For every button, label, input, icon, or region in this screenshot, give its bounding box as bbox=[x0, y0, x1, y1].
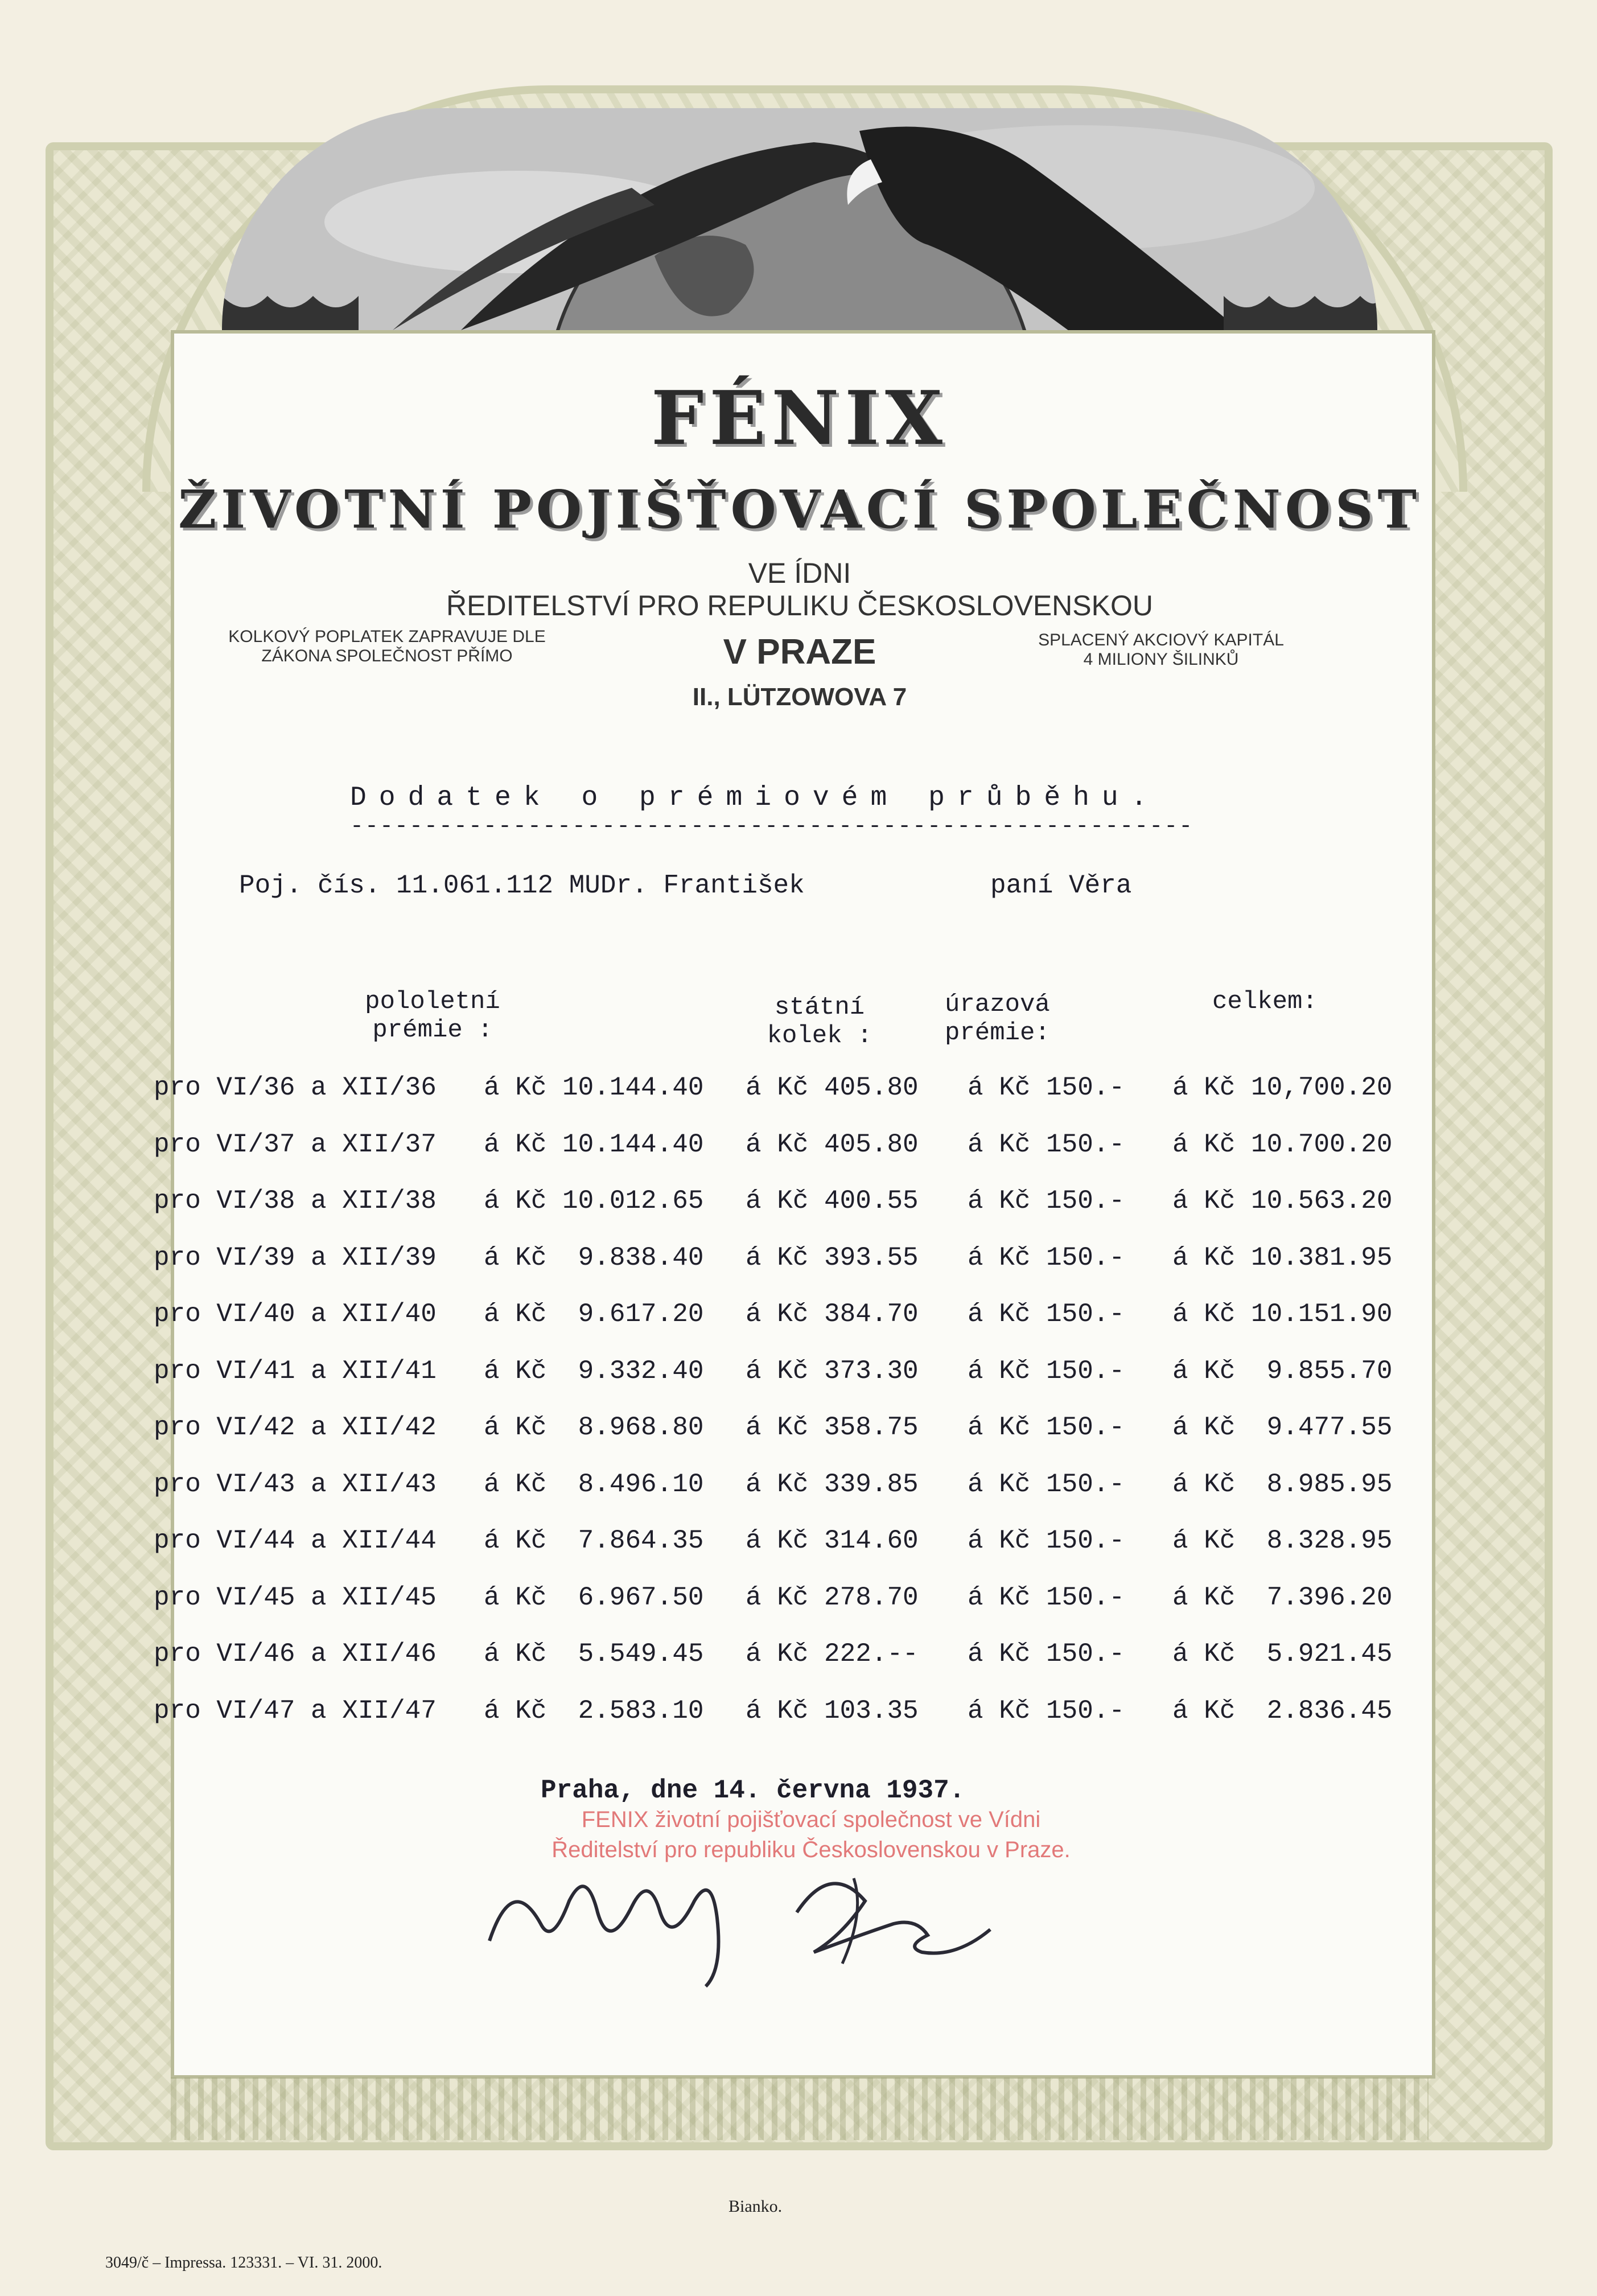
stamp-duty-note-line1: KOLKOVÝ POPLATEK ZAPRAVUJE DLE bbox=[228, 627, 546, 646]
share-capital-line1: SPLACENÝ AKCIOVÝ KAPITÁL bbox=[1038, 631, 1284, 649]
cell-accident: á Kč 150.- bbox=[968, 1356, 1125, 1386]
cell-premium: á Kč 9.332.40 bbox=[484, 1356, 704, 1386]
cell-accident: á Kč 150.- bbox=[968, 1696, 1125, 1726]
footer-bianko: Bianko. bbox=[728, 2197, 783, 2216]
company-stamp-line1: FENIX životní pojišťovací společnost ve Vídni bbox=[581, 1807, 1041, 1832]
footer-print-code: 3049/č – Impressa. 123331. – VI. 31. 2000. bbox=[105, 2254, 382, 2272]
cell-stamp: á Kč 278.70 bbox=[746, 1583, 919, 1612]
cell-stamp: á Kč 405.80 bbox=[746, 1073, 919, 1102]
title-underline: --------------------------------------------------------- bbox=[350, 814, 1194, 840]
cell-stamp: á Kč 373.30 bbox=[746, 1356, 919, 1386]
policy-holder-2: paní Věra bbox=[990, 871, 1132, 900]
company-stamp-line2: Ředitelství pro republiku Československou v Praze. bbox=[551, 1837, 1071, 1862]
cell-total: á Kč 8.328.95 bbox=[1172, 1526, 1393, 1556]
cell-premium: á Kč 6.967.50 bbox=[484, 1583, 704, 1612]
cell-total: á Kč 2.836.45 bbox=[1172, 1696, 1393, 1726]
cell-total: á Kč 5.921.45 bbox=[1172, 1639, 1393, 1669]
city: V PRAZE bbox=[723, 632, 876, 672]
column-header-accident bbox=[945, 990, 1116, 1047]
cell-premium: á Kč 8.496.10 bbox=[484, 1470, 704, 1499]
document-title: Dodatek o prémiovém průběhu. bbox=[350, 783, 1160, 813]
cell-period: pro VI/36 a XII/36 bbox=[154, 1073, 437, 1102]
cell-premium: á Kč 8.968.80 bbox=[484, 1413, 704, 1442]
cell-premium: á Kč 9.617.20 bbox=[484, 1299, 704, 1329]
cell-period: pro VI/45 a XII/45 bbox=[154, 1583, 437, 1612]
cell-period: pro VI/46 a XII/46 bbox=[154, 1639, 437, 1669]
cell-premium: á Kč 2.583.10 bbox=[484, 1696, 704, 1726]
stamp-duty-note bbox=[211, 627, 563, 666]
cell-total: á Kč 10.151.90 bbox=[1172, 1299, 1393, 1329]
cell-stamp: á Kč 384.70 bbox=[746, 1299, 919, 1329]
share-capital-note bbox=[1013, 631, 1309, 669]
column-header-premium bbox=[319, 987, 546, 1044]
cell-stamp: á Kč 400.55 bbox=[746, 1186, 919, 1216]
company-name: FÉNIX bbox=[651, 375, 948, 462]
cell-accident: á Kč 150.- bbox=[968, 1130, 1125, 1159]
cell-accident: á Kč 150.- bbox=[968, 1583, 1125, 1612]
cell-premium: á Kč 10.144.40 bbox=[484, 1073, 704, 1102]
cell-total: á Kč 7.396.20 bbox=[1172, 1583, 1393, 1612]
company-subtitle: ŽIVOTNÍ POJIŠŤOVACÍ SPOLEČNOST bbox=[178, 479, 1421, 540]
cell-total: á Kč 10.700.20 bbox=[1172, 1130, 1393, 1159]
cell-stamp: á Kč 339.85 bbox=[746, 1470, 919, 1499]
cell-premium: á Kč 10.144.40 bbox=[484, 1130, 704, 1159]
cell-accident: á Kč 150.- bbox=[968, 1243, 1125, 1273]
directorate: ŘEDITELSTVÍ PRO REPULIKU ČESKOSLOVENSKOU bbox=[446, 590, 1153, 622]
cell-premium: á Kč 10.012.65 bbox=[484, 1186, 704, 1216]
cell-total: á Kč 8.985.95 bbox=[1172, 1470, 1393, 1499]
cell-period: pro VI/44 a XII/44 bbox=[154, 1526, 437, 1556]
column-header-premium-line1: pololetní bbox=[365, 987, 500, 1016]
cell-total: á Kč 10,700.20 bbox=[1172, 1073, 1393, 1102]
cell-stamp: á Kč 358.75 bbox=[746, 1413, 919, 1442]
cell-premium: á Kč 9.838.40 bbox=[484, 1243, 704, 1273]
address: II., LÜTZOWOVA 7 bbox=[692, 683, 907, 711]
cell-accident: á Kč 150.- bbox=[968, 1639, 1125, 1669]
cell-period: pro VI/39 a XII/39 bbox=[154, 1243, 437, 1273]
cell-accident: á Kč 150.- bbox=[968, 1073, 1125, 1102]
column-header-premium-line2: prémie : bbox=[372, 1016, 493, 1044]
policy-line: Poj. čís. 11.061.112 MUDr. František bbox=[239, 871, 805, 900]
column-header-stamp-line1: státní bbox=[774, 993, 865, 1022]
cell-total: á Kč 10.563.20 bbox=[1172, 1186, 1393, 1216]
cell-premium: á Kč 5.549.45 bbox=[484, 1639, 704, 1669]
cell-accident: á Kč 150.- bbox=[968, 1526, 1125, 1556]
cell-period: pro VI/38 a XII/38 bbox=[154, 1186, 437, 1216]
cell-period: pro VI/42 a XII/42 bbox=[154, 1413, 437, 1442]
column-header-accident-line2: prémie: bbox=[945, 1019, 1050, 1047]
company-seat: VE ÍDNI bbox=[748, 557, 851, 589]
cell-accident: á Kč 150.- bbox=[968, 1299, 1125, 1329]
cell-period: pro VI/43 a XII/43 bbox=[154, 1470, 437, 1499]
date-line: Praha, dne 14. června 1937. bbox=[541, 1776, 965, 1805]
handwritten-signature bbox=[478, 1844, 1076, 1992]
phoenix-icon bbox=[222, 108, 1377, 330]
cell-stamp: á Kč 314.60 bbox=[746, 1526, 919, 1556]
cell-period: pro VI/47 a XII/47 bbox=[154, 1696, 437, 1726]
column-header-total: celkem: bbox=[1212, 987, 1318, 1016]
cell-total: á Kč 9.477.55 bbox=[1172, 1413, 1393, 1442]
cell-stamp: á Kč 393.55 bbox=[746, 1243, 919, 1273]
cell-stamp: á Kč 222.-- bbox=[746, 1639, 919, 1669]
cell-stamp: á Kč 103.35 bbox=[746, 1696, 919, 1726]
cell-period: pro VI/41 a XII/41 bbox=[154, 1356, 437, 1386]
column-header-accident-line1: úrazová bbox=[945, 990, 1050, 1019]
stamp-duty-note-line2: ZÁKONA SPOLEČNOST PŘÍMO bbox=[261, 647, 513, 665]
cell-stamp: á Kč 405.80 bbox=[746, 1130, 919, 1159]
share-capital-line2: 4 MILIONY ŠILINKŮ bbox=[1083, 650, 1239, 669]
cell-accident: á Kč 150.- bbox=[968, 1470, 1125, 1499]
column-header-stamp bbox=[728, 993, 911, 1050]
cell-total: á Kč 9.855.70 bbox=[1172, 1356, 1393, 1386]
cell-total: á Kč 10.381.95 bbox=[1172, 1243, 1393, 1273]
cell-period: pro VI/37 a XII/37 bbox=[154, 1130, 437, 1159]
cell-premium: á Kč 7.864.35 bbox=[484, 1526, 704, 1556]
cell-accident: á Kč 150.- bbox=[968, 1413, 1125, 1442]
cell-accident: á Kč 150.- bbox=[968, 1186, 1125, 1216]
eagle-globe-illustration bbox=[222, 108, 1377, 330]
cell-period: pro VI/40 a XII/40 bbox=[154, 1299, 437, 1329]
column-header-stamp-line2: kolek : bbox=[767, 1022, 872, 1050]
ornamental-bottom-band bbox=[171, 2077, 1429, 2140]
